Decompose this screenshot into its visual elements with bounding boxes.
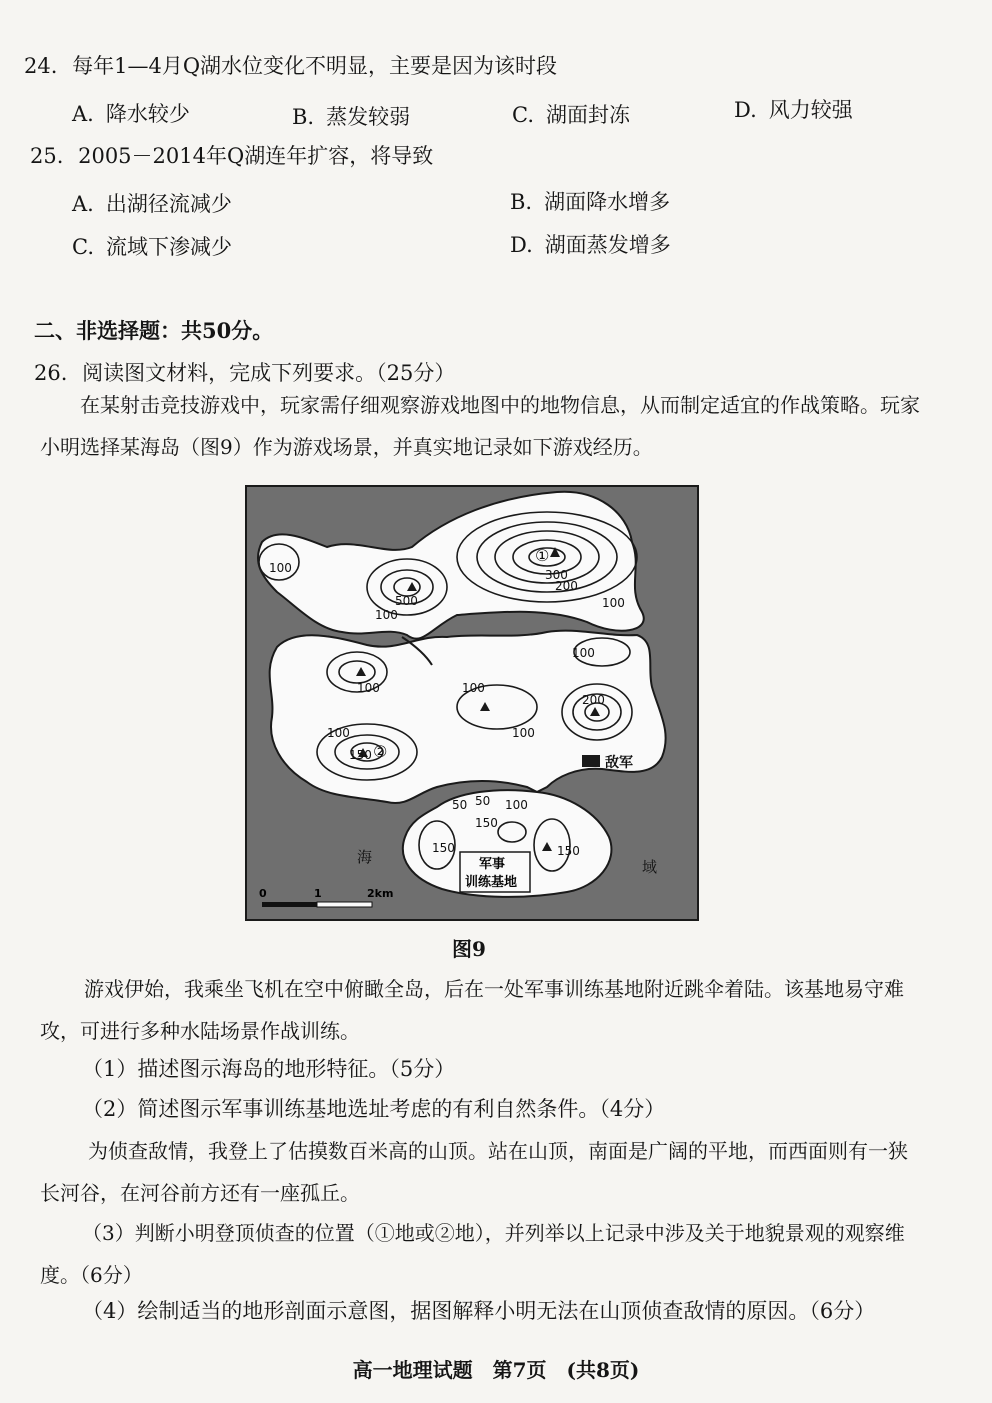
contour-label-150-s1: 150 xyxy=(432,841,455,855)
q25-stem xyxy=(30,144,433,169)
q25-option-c[interactable]: C. 流域下渗减少 xyxy=(72,235,232,259)
contour-label-100-s: 100 xyxy=(505,798,528,812)
q26-sub-3: （3）判断小明登顶侦查的位置（①地或②地），并列举以上记录中涉及关于地貌景观的观察维度。（6分） xyxy=(40,1221,905,1287)
q25-stem-text: 2005－2014年Q湖连年扩容，将导致 xyxy=(78,144,434,168)
contour-label-100-a: 100 xyxy=(269,561,292,575)
contour-label-100-h: 100 xyxy=(572,646,595,660)
q26-sub-4: （4）绘制适当的地形剖面示意图，据图解释小明无法在山顶侦查敌情的原因。（6分） xyxy=(82,1299,876,1323)
scale-label-2: 2km xyxy=(367,887,394,900)
scale-label-0: 0 xyxy=(259,887,267,900)
training-base-label-1: 军事 xyxy=(479,857,506,872)
contour-label-100-e: 100 xyxy=(462,681,485,695)
q24-option-a[interactable]: A. 降水较少 xyxy=(72,102,190,126)
figure-caption: 图9 xyxy=(452,937,486,961)
q26-narrative-2: 为侦查敌情，我登上了估摸数百米高的山顶。站在山顶，南面是广阔的平地，而西面则有一狭长河谷，在河谷前方还有一座孤丘。 xyxy=(40,1139,908,1205)
q26-stem-text: 阅读图文材料，完成下列要求。（25分） xyxy=(82,361,456,385)
enemy-icon xyxy=(582,755,600,767)
contour-label-50-a: 50 xyxy=(452,798,468,812)
q25-number: 25. xyxy=(30,144,64,168)
q26-stem xyxy=(34,361,455,386)
q24-stem-text: 每年1—4月Q湖水位变化不明显，主要是因为该时段 xyxy=(72,54,558,78)
sea-label-right: 域 xyxy=(642,858,658,876)
island-contour-map xyxy=(245,485,699,921)
page-footer: 高一地理试题 第7页 (共8页) xyxy=(352,1358,640,1382)
contour-label-100-g: 100 xyxy=(327,726,350,740)
q26-number: 26. xyxy=(34,361,68,385)
point-1-label: ① xyxy=(535,546,550,565)
contour-label-100-f: 100 xyxy=(512,726,535,740)
section-title: 二、非选择题：共50分。 xyxy=(34,318,274,343)
scale-bar-1 xyxy=(262,902,317,907)
training-base-label-2: 训练基地 xyxy=(465,875,518,890)
enemy-label: 敌军 xyxy=(605,755,633,771)
scale-label-1: 1 xyxy=(314,887,322,900)
contour-label-50-b: 50 xyxy=(475,794,491,808)
q25-option-d[interactable]: D. 湖面蒸发增多 xyxy=(510,233,671,257)
contour-label-150-s2: 150 xyxy=(475,816,498,830)
q26-narrative-1: 游戏伊始，我乘坐飞机在空中俯瞰全岛，后在一处军事训练基地附近跳伞着陆。该基地易守难攻，可进行多种水陆场景作战训练。 xyxy=(40,977,904,1043)
contour-label-150-s3: 150 xyxy=(557,844,580,858)
q25-option-b[interactable]: B. 湖面降水增多 xyxy=(510,190,671,214)
q25-option-a[interactable]: A. 出湖径流减少 xyxy=(72,192,232,216)
q24-option-d[interactable]: D. 风力较强 xyxy=(734,98,853,122)
q24-option-c[interactable]: C. 湖面封冻 xyxy=(512,103,630,127)
contour-label-100-d: 100 xyxy=(357,681,380,695)
q24-number: 24. xyxy=(24,54,58,78)
scale-bar-2 xyxy=(317,902,372,907)
q24-stem xyxy=(24,54,557,79)
north-island-shape xyxy=(258,492,644,639)
contour-label-500: 500 xyxy=(395,594,418,608)
contour-label-100-b: 100 xyxy=(375,608,398,622)
q26-sub-1: （1）描述图示海岛的地形特征。（5分） xyxy=(82,1057,456,1081)
q24-option-b[interactable]: B. 蒸发较弱 xyxy=(292,105,411,129)
q26-intro: 在某射击竞技游戏中，玩家需仔细观察游戏地图中的地物信息，从而制定适宜的作战策略。玩家小明选择某海岛（图9）作为游戏场景，并真实地记录如下游戏经历。 xyxy=(40,393,920,459)
sea-label-left: 海 xyxy=(357,848,373,866)
contour-label-300: 300 xyxy=(545,568,568,582)
q26-sub-2: （2）简述图示军事训练基地选址考虑的有利自然条件。（4分） xyxy=(82,1097,666,1121)
contour-label-200-b: 200 xyxy=(582,693,605,707)
contour-label-100-c: 100 xyxy=(602,596,625,610)
point-2-label: ② xyxy=(373,742,388,761)
contour-label-150: 150 xyxy=(349,748,372,762)
contour-label-200: 200 xyxy=(555,579,578,593)
